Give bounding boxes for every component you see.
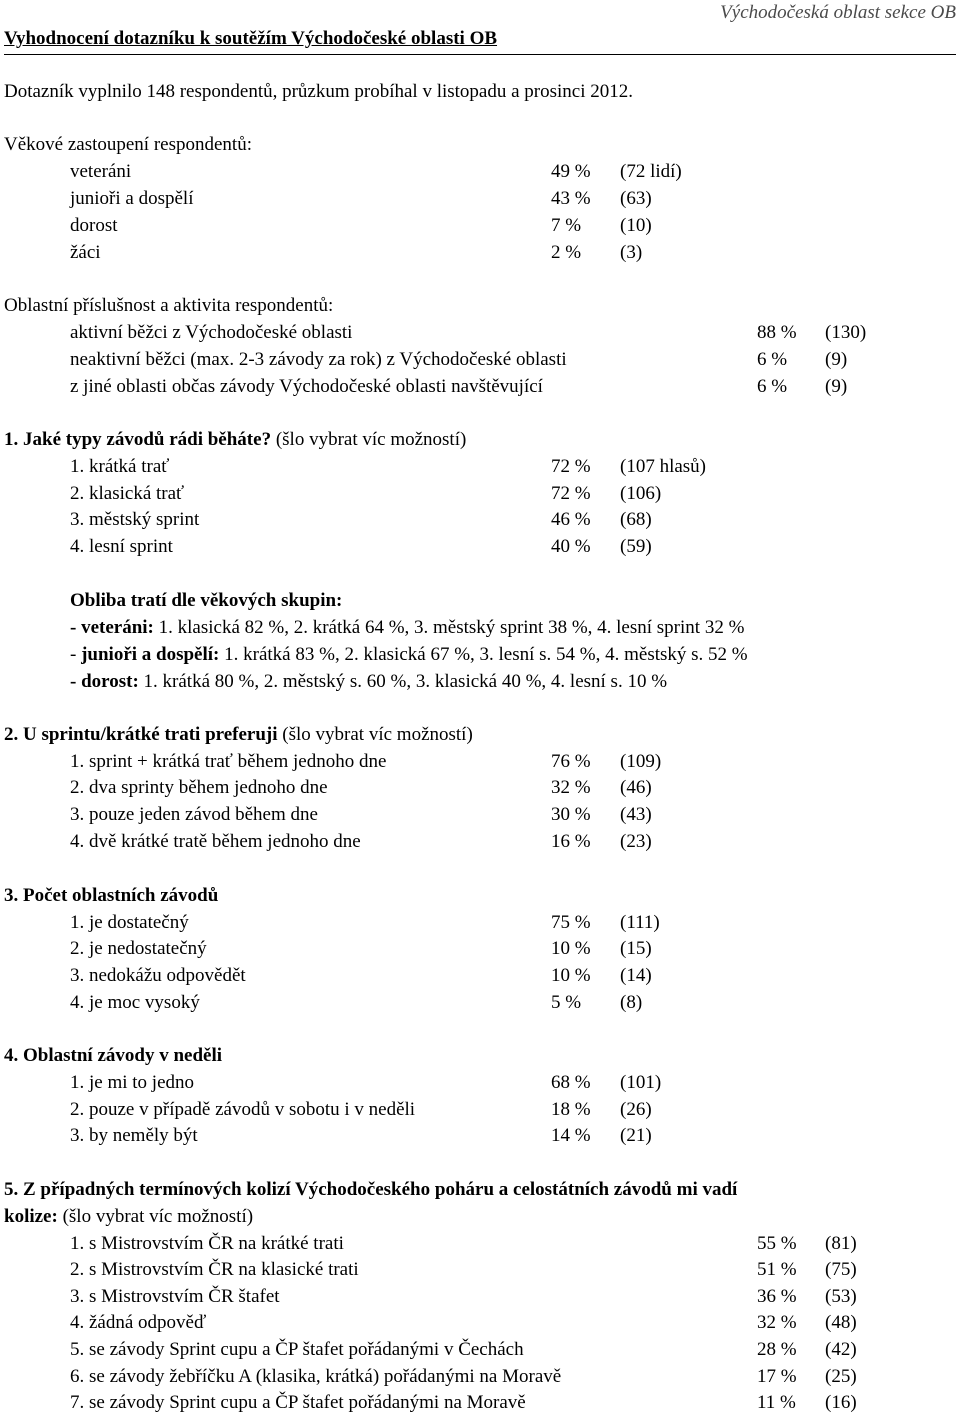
- table-row: [0, 1257, 960, 1284]
- row-label: aktivní běžci z Východočeské oblasti: [70, 322, 353, 343]
- table-row: [0, 320, 960, 347]
- table-row: [0, 936, 960, 963]
- row-percent: 51 %: [757, 1259, 797, 1280]
- q5-heading-line2: [4, 1204, 253, 1231]
- row-label: 2. s Mistrovstvím ČR na klasické trati: [70, 1259, 359, 1280]
- row-count: (53): [825, 1286, 857, 1307]
- row-label: 1. sprint + krátká trať během jednoho dne: [70, 751, 387, 772]
- group-line-youth: [70, 669, 667, 696]
- table-row: [0, 213, 960, 240]
- row-percent: 75 %: [551, 912, 591, 933]
- row-label: 3. s Mistrovstvím ČR štafet: [70, 1286, 280, 1307]
- q5-heading-line1: 5. Z případných termínových kolizí Východočeského poháru a celostátních závodů mi vadí: [4, 1179, 738, 1200]
- row-percent: 16 %: [551, 831, 591, 852]
- row-label: dorost: [70, 215, 118, 236]
- row-label: 4. lesní sprint: [70, 536, 173, 557]
- row-count: (10): [620, 215, 652, 236]
- row-label: 1. je dostatečný: [70, 912, 189, 933]
- row-percent: 36 %: [757, 1286, 797, 1307]
- table-row: [0, 1231, 960, 1258]
- row-percent: 40 %: [551, 536, 591, 557]
- table-row: [0, 749, 960, 776]
- table-row: [0, 1097, 960, 1124]
- row-label: 3. nedokážu odpovědět: [70, 965, 246, 986]
- table-row: [0, 1070, 960, 1097]
- group-prefix: -: [70, 617, 82, 638]
- row-count: (107 hlasů): [620, 456, 707, 477]
- row-percent: 32 %: [757, 1312, 797, 1333]
- region-heading: Oblastní příslušnost a aktivita respondentů:: [4, 295, 334, 316]
- group-label: veteráni:: [81, 617, 154, 638]
- row-percent: 55 %: [757, 1233, 797, 1254]
- table-row: [0, 186, 960, 213]
- q1-heading-text: 1. Jaké typy závodů rádi běháte?: [4, 429, 272, 450]
- row-percent: 17 %: [757, 1366, 797, 1387]
- row-count: (23): [620, 831, 652, 852]
- row-percent: 76 %: [551, 751, 591, 772]
- q1-heading: [4, 427, 466, 454]
- table-row: [0, 1310, 960, 1337]
- group-text: 1. krátká 80 %, 2. městský s. 60 %, 3. klasická 40 %, 4. lesní s. 10 %: [138, 671, 668, 692]
- age-heading: Věkové zastoupení respondentů:: [4, 134, 252, 155]
- group-label: dorost:: [81, 671, 139, 692]
- header-rule: [4, 54, 956, 55]
- row-label: 1. krátká trať: [70, 456, 170, 477]
- group-prefix: -: [70, 644, 82, 665]
- table-row: [0, 507, 960, 534]
- row-label: 3. by neměly být: [70, 1125, 198, 1146]
- intro-text: Dotazník vyplnilo 148 respondentů, průzkum probíhal v listopadu a prosinci 2012.: [4, 81, 634, 102]
- row-label: 4. je moc vysoký: [70, 992, 200, 1013]
- row-count: (9): [825, 349, 848, 370]
- row-label: 6. se závody žebříčku A (klasika, krátká) pořádanými na Moravě: [70, 1366, 562, 1387]
- group-line-veterans: [70, 615, 744, 642]
- row-count: (130): [825, 322, 867, 343]
- table-row: [0, 347, 960, 374]
- row-count: (72 lidí): [620, 161, 682, 182]
- row-count: (9): [825, 376, 848, 397]
- table-row: [0, 802, 960, 829]
- row-label: 5. se závody Sprint cupu a ČP štafet pořádanými v Čechách: [70, 1339, 524, 1360]
- group-label: junioři a dospělí:: [81, 644, 220, 665]
- row-label: 1. je mi to jedno: [70, 1072, 195, 1093]
- table-row: [0, 1337, 960, 1364]
- row-percent: 32 %: [551, 777, 591, 798]
- row-percent: 18 %: [551, 1099, 591, 1120]
- group-text: 1. klasická 82 %, 2. krátká 64 %, 3. městský sprint 38 %, 4. lesní sprint 32 %: [153, 617, 745, 638]
- row-label: z jiné oblasti občas závody Východočeské oblasti navštěvující: [70, 376, 543, 397]
- row-count: (111): [620, 912, 660, 933]
- row-count: (42): [825, 1339, 857, 1360]
- table-row: [0, 1123, 960, 1150]
- row-count: (43): [620, 804, 652, 825]
- row-label: junioři a dospělí: [70, 188, 194, 209]
- row-label: 4. dvě krátké tratě během jednoho dne: [70, 831, 361, 852]
- row-count: (25): [825, 1366, 857, 1387]
- table-row: [0, 481, 960, 508]
- q5-heading-tail: kolize:: [4, 1206, 58, 1227]
- row-percent: 7 %: [551, 215, 582, 236]
- row-percent: 6 %: [757, 376, 788, 397]
- group-prefix: -: [70, 671, 82, 692]
- row-label: 4. žádná odpověď: [70, 1312, 207, 1333]
- row-label: veteráni: [70, 161, 132, 182]
- row-label: 2. dva sprinty během jednoho dne: [70, 777, 328, 798]
- row-count: (26): [620, 1099, 652, 1120]
- row-percent: 28 %: [757, 1339, 797, 1360]
- row-count: (15): [620, 938, 652, 959]
- table-row: [0, 775, 960, 802]
- q1-note: (šlo vybrat víc možností): [271, 429, 467, 450]
- row-percent: 72 %: [551, 483, 591, 504]
- row-label: žáci: [70, 242, 101, 263]
- group-line-juniors: [70, 642, 748, 669]
- q2-heading: [4, 722, 473, 749]
- row-count: (16): [825, 1392, 857, 1413]
- table-row: [0, 374, 960, 401]
- row-count: (101): [620, 1072, 662, 1093]
- q3-heading: 3. Počet oblastních závodů: [4, 885, 219, 906]
- organization-name: Východočeská oblast sekce OB: [720, 2, 956, 23]
- q2-heading-text: 2. U sprintu/krátké trati preferuji: [4, 724, 278, 745]
- row-percent: 46 %: [551, 509, 591, 530]
- groups-heading: Obliba tratí dle věkových skupin:: [70, 590, 343, 611]
- row-count: (46): [620, 777, 652, 798]
- row-label: 2. je nedostatečný: [70, 938, 207, 959]
- group-text: 1. krátká 83 %, 2. klasická 67 %, 3. lesní s. 54 %, 4. městský s. 52 %: [219, 644, 748, 665]
- row-percent: 68 %: [551, 1072, 591, 1093]
- row-count: (59): [620, 536, 652, 557]
- table-row: [0, 829, 960, 856]
- row-label: 1. s Mistrovstvím ČR na krátké trati: [70, 1233, 344, 1254]
- row-count: (63): [620, 188, 652, 209]
- table-row: [0, 1284, 960, 1311]
- row-label: 3. městský sprint: [70, 509, 200, 530]
- row-percent: 14 %: [551, 1125, 591, 1146]
- row-percent: 88 %: [757, 322, 797, 343]
- row-count: (14): [620, 965, 652, 986]
- table-row: [0, 990, 960, 1017]
- row-label: 7. se závody Sprint cupu a ČP štafet pořádanými na Moravě: [70, 1392, 526, 1413]
- row-label: neaktivní běžci (max. 2-3 závody za rok) z Východočeské oblasti: [70, 349, 567, 370]
- table-row: [0, 240, 960, 267]
- row-percent: 49 %: [551, 161, 591, 182]
- row-percent: 30 %: [551, 804, 591, 825]
- row-percent: 43 %: [551, 188, 591, 209]
- table-row: [0, 1364, 960, 1391]
- row-label: 2. pouze v případě závodů v sobotu i v neděli: [70, 1099, 416, 1120]
- row-percent: 6 %: [757, 349, 788, 370]
- table-row: [0, 159, 960, 186]
- row-count: (109): [620, 751, 662, 772]
- row-percent: 2 %: [551, 242, 582, 263]
- row-count: (48): [825, 1312, 857, 1333]
- table-row: [0, 454, 960, 481]
- row-count: (8): [620, 992, 643, 1013]
- row-percent: 72 %: [551, 456, 591, 477]
- row-count: (75): [825, 1259, 857, 1280]
- row-percent: 10 %: [551, 965, 591, 986]
- table-row: [0, 534, 960, 561]
- row-percent: 11 %: [757, 1392, 796, 1413]
- row-label: 2. klasická trať: [70, 483, 185, 504]
- row-count: (68): [620, 509, 652, 530]
- row-count: (3): [620, 242, 643, 263]
- row-count: (81): [825, 1233, 857, 1254]
- row-percent: 5 %: [551, 992, 582, 1013]
- row-count: (21): [620, 1125, 652, 1146]
- q4-heading: 4. Oblastní závody v neděli: [4, 1045, 222, 1066]
- q5-note: (šlo vybrat víc možností): [57, 1206, 254, 1227]
- row-label: 3. pouze jeden závod během dne: [70, 804, 318, 825]
- row-percent: 10 %: [551, 938, 591, 959]
- row-count: (106): [620, 483, 662, 504]
- document-title: Vyhodnocení dotazníku k soutěžím Východočeské oblasti OB: [4, 28, 498, 49]
- table-row: [0, 910, 960, 937]
- table-row: [0, 1390, 960, 1417]
- q2-note: (šlo vybrat víc možností): [277, 724, 473, 745]
- table-row: [0, 963, 960, 990]
